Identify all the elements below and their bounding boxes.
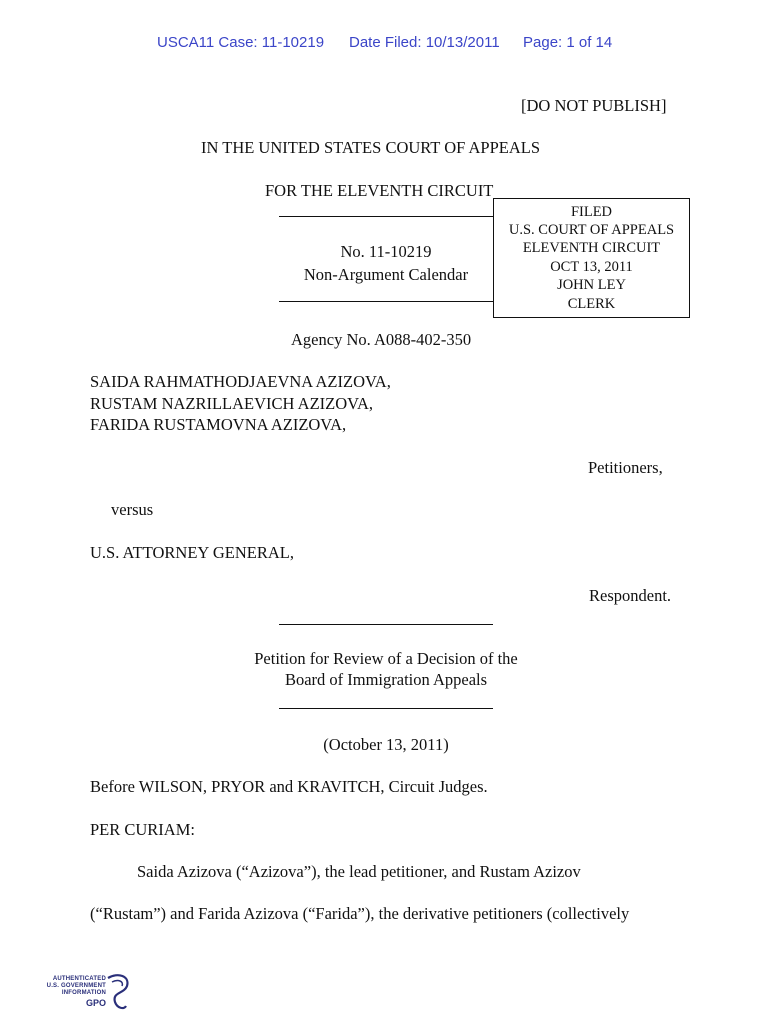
filed-stamp-line: JOHN LEY: [557, 277, 626, 293]
petitioner-name: SAIDA RAHMATHODJAEVNA AZIZOVA,: [90, 372, 391, 391]
filed-stamp-line: OCT 13, 2011: [550, 259, 633, 275]
header-case: USCA11 Case: 11-10219: [157, 34, 325, 51]
agency-number: Agency No. A088-402-350: [291, 330, 472, 349]
respondent-label: Respondent.: [589, 586, 672, 605]
gpo-logo-text: INFORMATION: [61, 990, 106, 996]
versus-text: versus: [111, 500, 154, 519]
publish-note: [DO NOT PUBLISH]: [521, 96, 667, 115]
gpo-eagle-icon: [102, 972, 132, 1014]
filed-stamp: [493, 198, 690, 318]
petitioner-name: RUSTAM NAZRILLAEVICH AZIZOVA,: [90, 394, 373, 413]
filed-stamp-line: CLERK: [567, 296, 616, 312]
caption-rule-bottom: [279, 301, 493, 302]
gpo-logo-text: U.S. GOVERNMENT: [46, 983, 106, 989]
filed-stamp-line: U.S. COURT OF APPEALS: [508, 222, 675, 238]
case-number: No. 11-10219: [340, 242, 432, 261]
gpo-authentication-logo: [42, 972, 132, 1014]
caption-rule-top: [279, 216, 493, 217]
panel-judges: Before WILSON, PRYOR and KRAVITCH, Circuit Judges.: [90, 777, 488, 796]
header-page: Page: 1 of 14: [523, 34, 613, 51]
petitioners-label: Petitioners,: [588, 458, 663, 477]
filed-stamp-line: ELEVENTH CIRCUIT: [522, 240, 661, 256]
body-text-line: (“Rustam”) and Farida Azizova (“Farida”), the derivative petitioners (collectively: [90, 904, 630, 923]
gpo-logo-text: AUTHENTICATED: [52, 976, 106, 982]
petition-line1: Petition for Review of a Decision of the: [254, 649, 518, 668]
calendar-type: Non-Argument Calendar: [303, 265, 469, 284]
petitioner-name: FARIDA RUSTAMOVNA AZIZOVA,: [90, 415, 347, 434]
section-rule: [279, 708, 493, 709]
per-curiam: PER CURIAM:: [90, 820, 195, 839]
decision-date: (October 13, 2011): [323, 735, 449, 754]
court-title-line2: FOR THE ELEVENTH CIRCUIT: [265, 181, 494, 200]
respondent-name: U.S. ATTORNEY GENERAL,: [90, 543, 294, 562]
filed-stamp-line: FILED: [570, 204, 613, 220]
header-date-filed: Date Filed: 10/13/2011: [349, 34, 500, 51]
gpo-mark: GPO: [86, 998, 107, 1008]
body-text-line: Saida Azizova (“Azizova”), the lead petitioner, and Rustam Azizov: [137, 862, 581, 881]
section-rule: [279, 624, 493, 625]
petition-line2: Board of Immigration Appeals: [284, 670, 488, 689]
court-title-line1: IN THE UNITED STATES COURT OF APPEALS: [201, 138, 541, 157]
